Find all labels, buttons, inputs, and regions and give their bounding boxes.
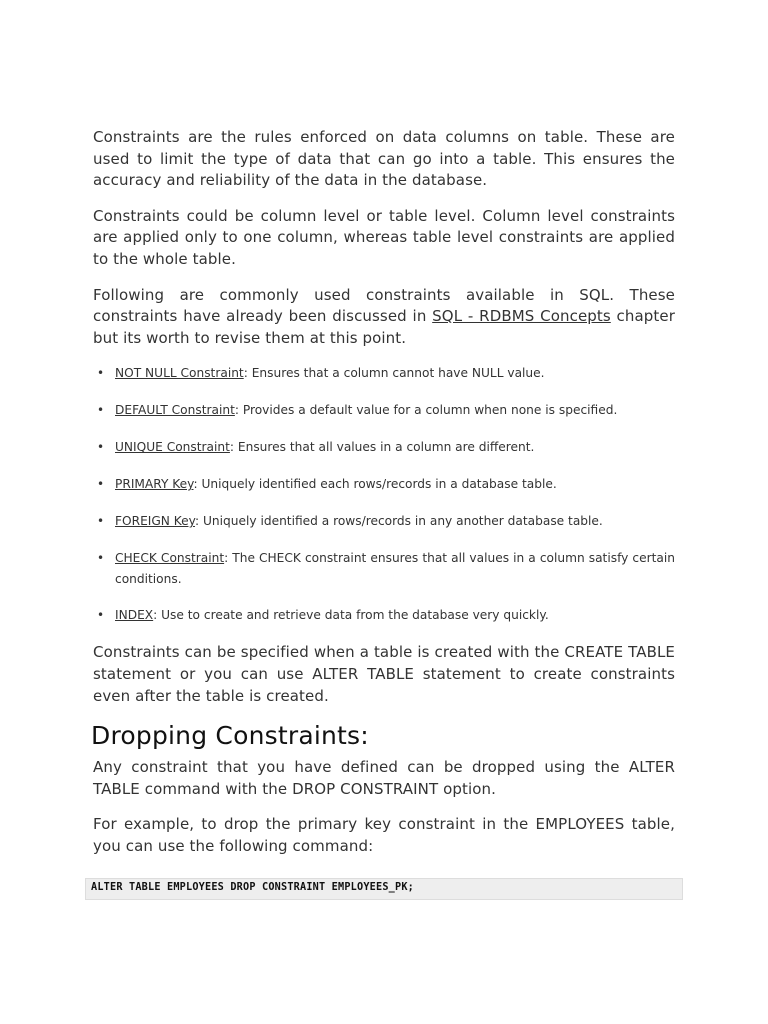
list-item (97, 605, 675, 626)
article-body (93, 127, 675, 872)
intro-paragraph-3 (93, 285, 675, 350)
list-item (97, 363, 675, 384)
list-item (97, 511, 675, 532)
not-null-constraint-link[interactable]: NOT NULL Constraint (115, 366, 244, 381)
unique-constraint-link[interactable]: UNIQUE Constraint (115, 440, 230, 455)
list-item (97, 474, 675, 495)
check-constraint-link[interactable]: CHECK Constraint (115, 551, 225, 566)
dropping-paragraph-2: For example, to drop the primary key constraint in the EMPLOYEES table, you can use the following command: (93, 815, 675, 855)
intro-paragraph-2: Constraints could be column level or table level. Column level constraints are applied only to one column, whereas table level constraints are applied to the whole table. (93, 206, 675, 268)
bullet-icon: • (97, 477, 105, 492)
list-item (97, 548, 675, 590)
list-item-description: : Ensures that a column cannot have NULL value. (243, 366, 545, 381)
intro-paragraph-1: Constraints are the rules enforced on data columns on table. These are used to limit the type of data that can go into a table. This ensures the accuracy and reliability of the data in the database. (93, 128, 675, 190)
foreign-key-link[interactable]: FOREIGN Key (115, 514, 196, 529)
list-item (97, 437, 675, 458)
list-item-description: : Uniquely identified each rows/records in a database table. (193, 477, 557, 492)
list-item-description: : Provides a default value for a column when none is specified. (234, 403, 618, 418)
intro-paragraph-3-text-end: chapter but its worth to revise them at this point. (93, 307, 675, 347)
section-heading: Dropping Constraints: (91, 721, 369, 751)
list-item-description: : Use to create and retrieve data from the database very quickly. (153, 608, 549, 623)
list-item-description: : Uniquely identified a rows/records in any another database table. (195, 514, 603, 529)
bullet-icon: • (97, 403, 105, 418)
rdbms-concepts-link[interactable]: SQL - RDBMS Concepts (432, 307, 611, 326)
list-item-description: : The CHECK constraint ensures that all values in a column satisfy certain conditions. (115, 551, 675, 587)
default-constraint-link[interactable]: DEFAULT Constraint (115, 403, 235, 418)
bullet-icon: • (97, 366, 105, 381)
bullet-icon: • (97, 608, 105, 623)
list-item-description: : Ensures that all values in a column are different. (229, 440, 535, 455)
specification-paragraph: Constraints can be specified when a table is created with the CREATE TABLE statement or you can use ALTER TABLE statement to create constraints even after the table is created. (93, 643, 675, 705)
bullet-icon: • (97, 551, 105, 566)
primary-key-link[interactable]: PRIMARY Key (115, 477, 194, 492)
dropping-paragraph-1: Any constraint that you have defined can be dropped using the ALTER TABLE command with the DROP CONSTRAINT option. (93, 758, 675, 798)
list-item (97, 400, 675, 421)
constraints-list (93, 363, 675, 626)
intro-paragraph-3-text-start: Following are commonly used constraints available in SQL. These constraints have already been discussed in (93, 285, 675, 326)
bullet-icon: • (97, 440, 105, 455)
code-block: ALTER TABLE EMPLOYEES DROP CONSTRAINT EMPLOYEES_PK; (85, 878, 683, 900)
bullet-icon: • (97, 514, 105, 529)
index-link[interactable]: INDEX (115, 608, 154, 623)
